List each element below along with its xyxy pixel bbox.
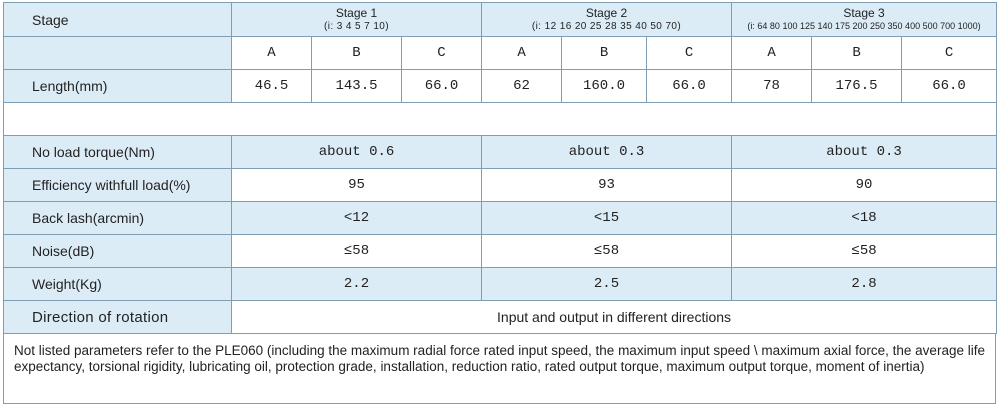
property-label: Noise(dB) [4,235,232,268]
stage-3-name: Stage 3 [843,6,885,20]
stage-header-row [4,3,997,37]
length-value: 143.5 [312,70,402,103]
stage-2-ratios: (i: 12 16 20 25 28 35 40 50 70) [531,21,682,32]
property-label: No load torque(Nm) [4,136,232,169]
rotation-label: Direction of rotation [4,301,232,334]
spacer-cell [4,103,997,136]
stage-1-header [232,3,482,37]
property-value: 90 [732,169,997,202]
length-value: 78 [732,70,812,103]
spec-table [3,2,997,334]
blank-cell [4,37,232,70]
property-value: 2.8 [732,268,997,301]
length-value: 160.0 [562,70,647,103]
column-label: B [812,37,902,70]
property-label: Weight(Kg) [4,268,232,301]
property-value: ≤58 [482,235,732,268]
stage-3-ratios: (i: 64 80 100 125 140 175 200 250 350 400 500 700 1000) [747,21,981,31]
length-value: 176.5 [812,70,902,103]
column-label: B [312,37,402,70]
property-value: ≤58 [732,235,997,268]
stage-2-header [482,3,732,37]
dimension-columns-row [4,37,997,70]
property-label: Efficiency withfull load(%) [4,169,232,202]
length-value: 66.0 [402,70,482,103]
length-value: 66.0 [647,70,732,103]
property-value: 95 [232,169,482,202]
rotation-value: Input and output in different directions [232,301,997,334]
stage-1-ratios: (i: 3 4 5 7 10) [324,21,389,32]
property-value: <15 [482,202,732,235]
column-label: A [482,37,562,70]
property-row [4,268,997,301]
length-label: Length(mm) [4,70,232,103]
length-value: 66.0 [902,70,997,103]
property-value: about 0.3 [482,136,732,169]
length-value: 62 [482,70,562,103]
stage-3-header [732,3,997,37]
rotation-row [4,301,997,334]
property-row [4,235,997,268]
property-value: 93 [482,169,732,202]
column-label: C [902,37,997,70]
stage-1-name: Stage 1 [335,6,378,20]
stage-label: Stage [4,3,232,37]
property-value: about 0.3 [732,136,997,169]
spacer-row [4,103,997,136]
length-value: 46.5 [232,70,312,103]
length-row [4,70,997,103]
column-label: B [562,37,647,70]
column-label: A [232,37,312,70]
property-value: 2.2 [232,268,482,301]
property-value: about 0.6 [232,136,482,169]
property-label: Back lash(arcmin) [4,202,232,235]
column-label: A [732,37,812,70]
column-label: C [402,37,482,70]
property-value: <18 [732,202,997,235]
spec-sheet [3,2,996,404]
footnote: Not listed parameters refer to the PLE060 (including the maximum radial force rated input speed, the maximum input speed \ maximum axial force, the average life expectancy, torsional rigidity, lubricating oil, protection grade, installation, reduction ratio, rated output torque, maximum output torque, moment of inertia) [3,334,996,404]
column-label: C [647,37,732,70]
property-row [4,202,997,235]
property-row [4,169,997,202]
stage-2-name: Stage 2 [585,6,628,20]
property-row [4,136,997,169]
property-value: <12 [232,202,482,235]
property-value: ≤58 [232,235,482,268]
property-value: 2.5 [482,268,732,301]
